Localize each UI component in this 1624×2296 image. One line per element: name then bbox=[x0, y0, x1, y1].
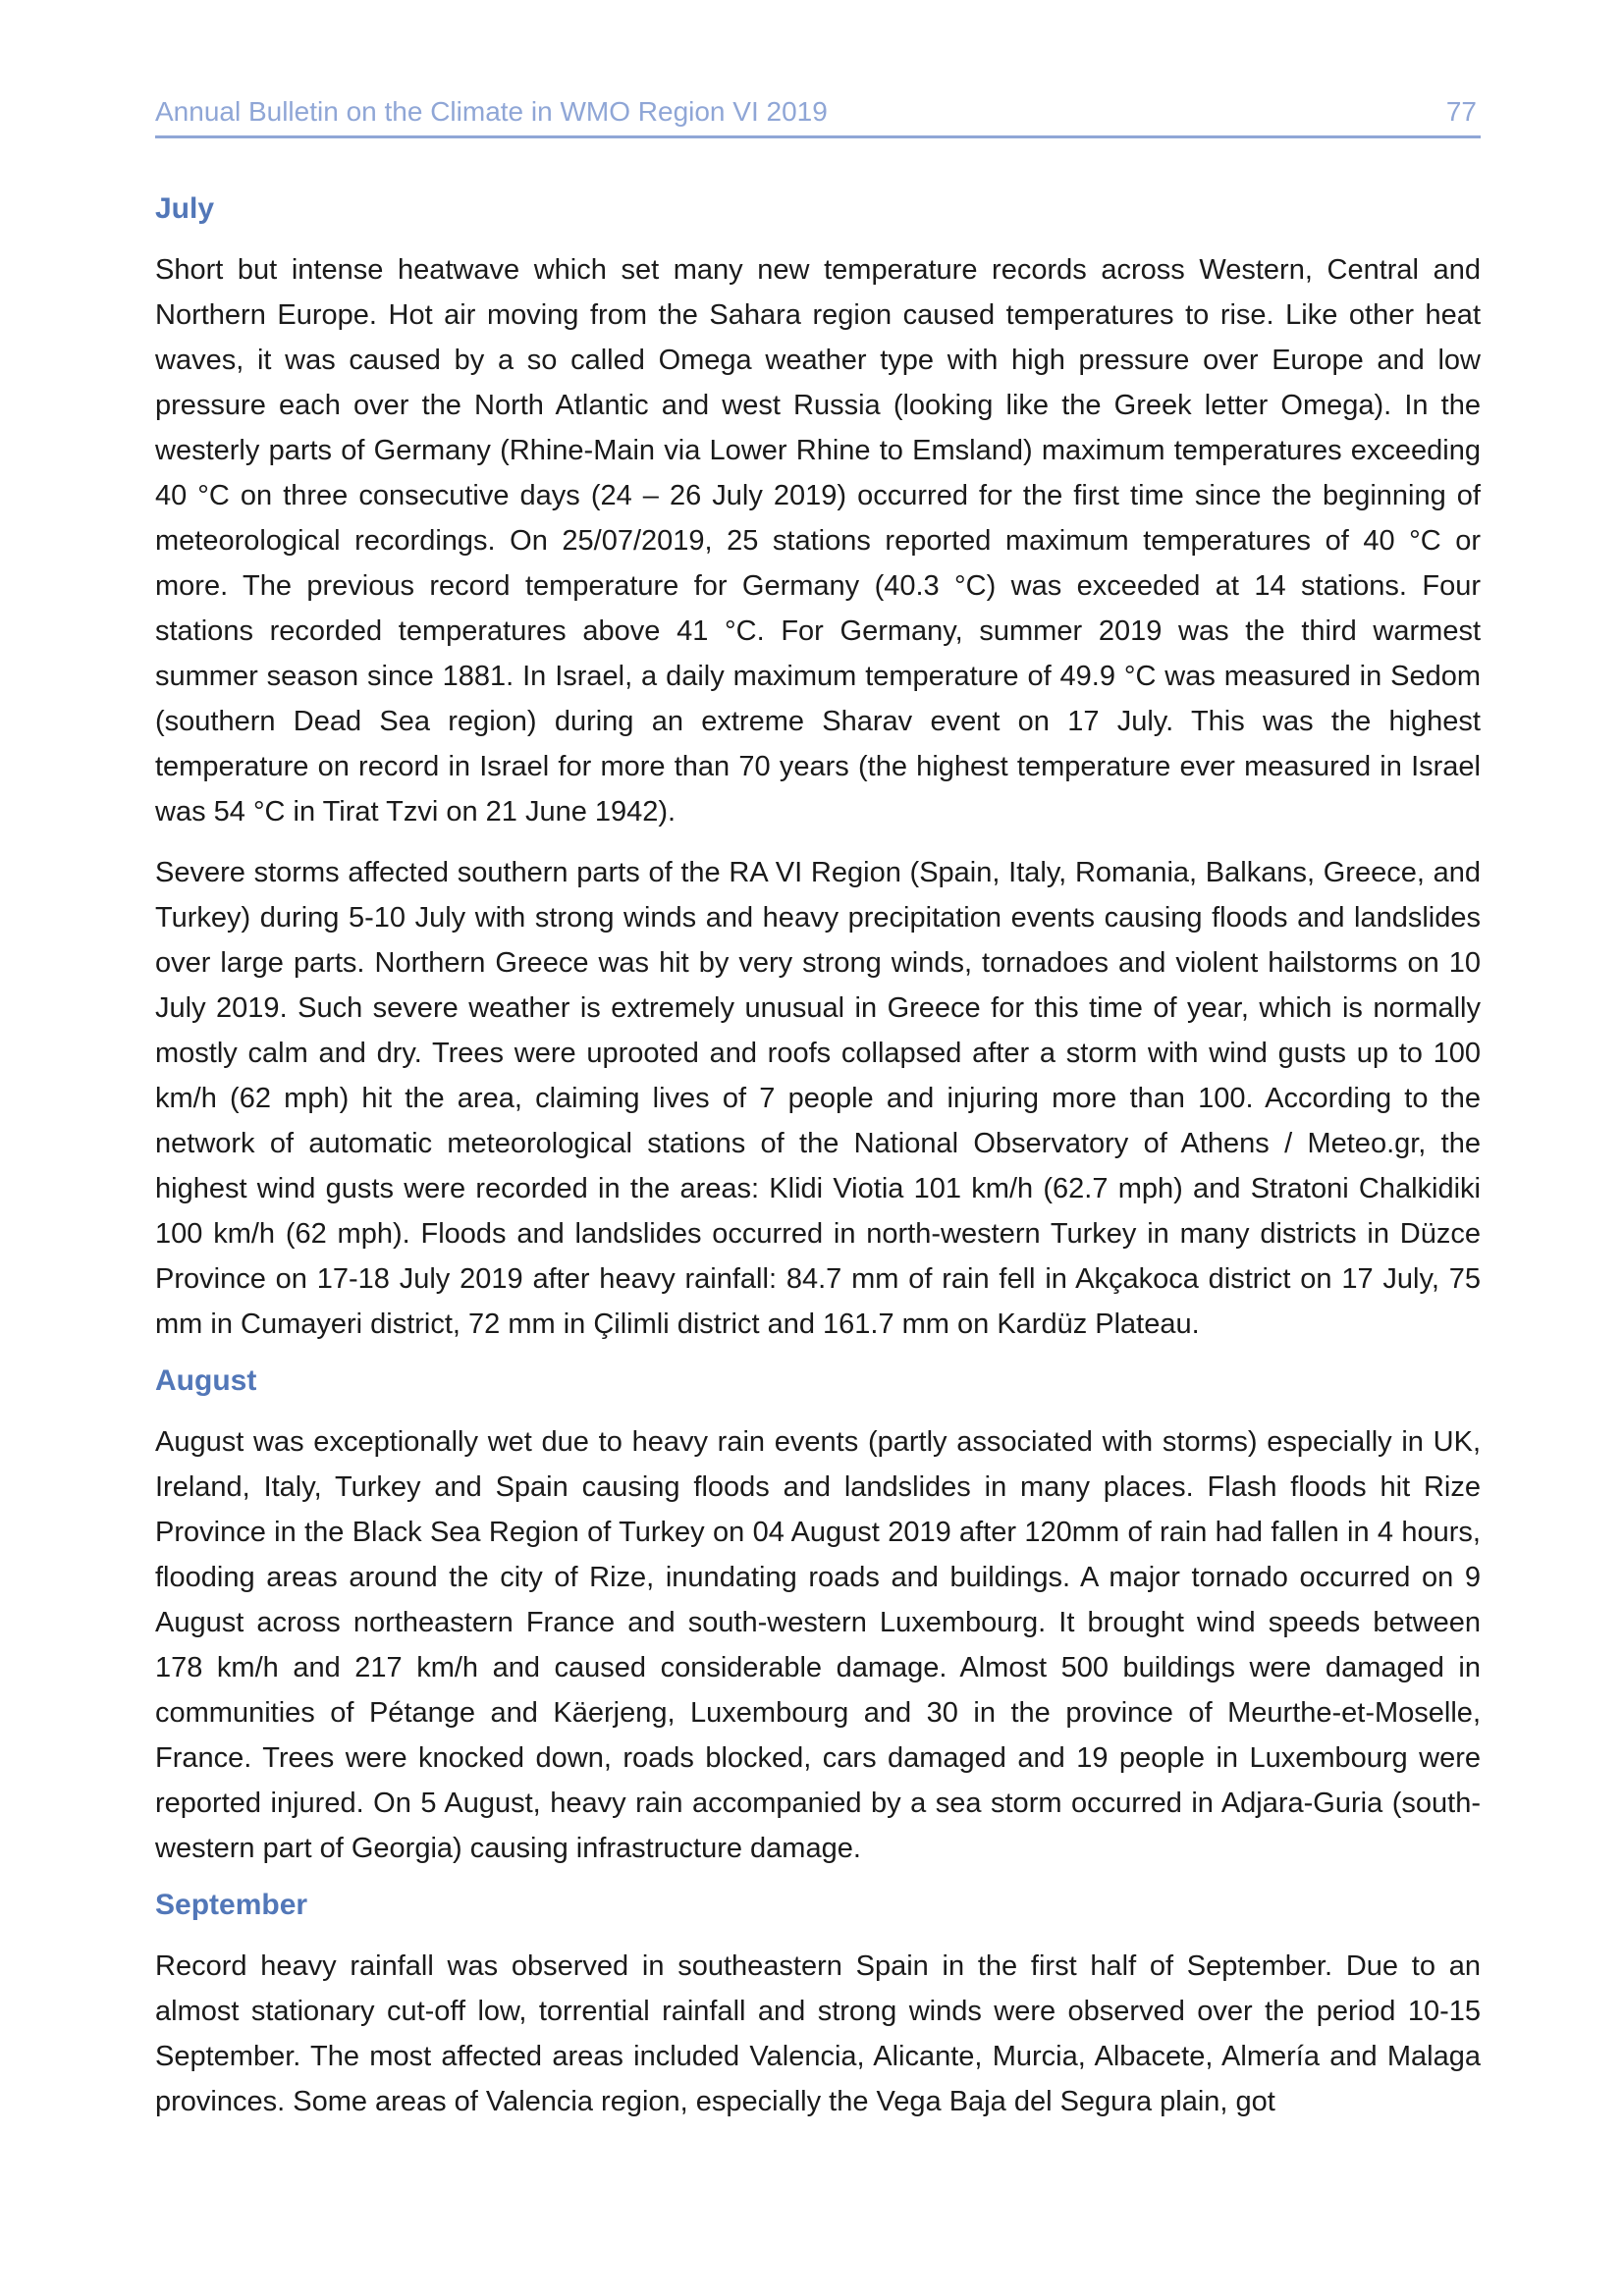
page-header bbox=[155, 96, 1481, 138]
paragraph-august-1: August was exceptionally wet due to heavy rain events (partly associated with storms) especially in UK, Ireland, Italy, Turkey and Spain causing floods and landslides in many places. Flash floods hit Rize Province in the Black Sea Region of Turkey on 04 August 2019 after 120mm of rain had fallen in 4 hours, flooding areas around the city of Rize, inundating roads and buildings. A major tornado occurred on 9 August across northeastern France and south-western Luxembourg. It brought wind speeds between 178 km/h and 217 km/h and caused considerable damage. Almost 500 buildings were damaged in communities of Pétange and Käerjeng, Luxembourg and 30 in the province of Meurthe-et-Moselle, France. Trees were knocked down, roads blocked, cars damaged and 19 people in Luxembourg were reported injured. On 5 August, heavy rain accompanied by a sea storm occurred in Adjara-Guria (south-western part of Georgia) causing infrastructure damage. bbox=[155, 1426, 1481, 1864]
page-number: 77 bbox=[1445, 96, 1477, 127]
section-july bbox=[155, 190, 1481, 1347]
paragraph-september-1: Record heavy rainfall was observed in southeastern Spain in the first half of September. Due to an almost stationary cut-off low, torrential rainfall and strong winds were observed over the period 10-15 September. The most affected areas included Valencia, Alicante, Murcia, Albacete, Almería and Malaga provinces. Some areas of Valencia region, especially the Vega Baja del Segura plain, got bbox=[155, 1950, 1481, 2117]
section-title-august: August bbox=[155, 1364, 257, 1397]
section-august bbox=[155, 1362, 1481, 1871]
paragraph-july-1: Short but intense heatwave which set many new temperature records across Western, Central and Northern Europe. Hot air moving from the Sahara region caused temperatures to rise. Like other heat waves, it was caused by a so called Omega weather type with high pressure over Europe and low pressure each over the North Atlantic and west Russia (looking like the Greek letter Omega). In the westerly parts of Germany (Rhine-Main via Lower Rhine to Emsland) maximum temperatures exceeding 40 °C on three consecutive days (24 – 26 July 2019) occurred for the first time since the beginning of meteorological recordings. On 25/07/2019, 25 stations reported maximum temperatures of 40 °C or more. The previous record temperature for Germany (40.3 °C) was exceeded at 14 stations. Four stations recorded temperatures above 41 °C. For Germany, summer 2019 was the third warmest summer season since 1881. In Israel, a daily maximum temperature of 49.9 °C was measured in Sedom (southern Dead Sea region) during an extreme Sharav event on 17 July. This was the highest temperature on record in Israel for more than 70 years (the highest temperature ever measured in Israel was 54 °C in Tirat Tzvi on 21 June 1942). bbox=[155, 254, 1481, 828]
page-content bbox=[155, 190, 1481, 2140]
section-title-july: July bbox=[155, 192, 215, 225]
header-title: Annual Bulletin on the Climate in WMO Region VI 2019 bbox=[155, 96, 828, 127]
section-title-september: September bbox=[155, 1889, 308, 1921]
section-september bbox=[155, 1887, 1481, 2124]
paragraph-july-2: Severe storms affected southern parts of the RA VI Region (Spain, Italy, Romania, Balkans, Greece, and Turkey) during 5-10 July with strong winds and heavy precipitation events causing floods and landslides over large parts. Northern Greece was hit by very strong winds, tornadoes and violent hailstorms on 10 July 2019. Such severe weather is extremely unusual in Greece for this time of year, which is normally mostly calm and dry. Trees were uprooted and roofs collapsed after a storm with wind gusts up to 100 km/h (62 mph) hit the area, claiming lives of 7 people and injuring more than 100. According to the network of automatic meteorological stations of the National Observatory of Athens / Meteo.gr, the highest wind gusts were recorded in the areas: Klidi Viotia 101 km/h (62.7 mph) and Stratoni Chalkidiki 100 km/h (62 mph). Floods and landslides occurred in north-western Turkey in many districts in Düzce Province on 17-18 July 2019 after heavy rainfall: 84.7 mm of rain fell in Akçakoca district on 17 July, 75 mm in Cumayeri district, 72 mm in Çilimli district and 161.7 mm on Kardüz Plateau. bbox=[155, 857, 1481, 1340]
